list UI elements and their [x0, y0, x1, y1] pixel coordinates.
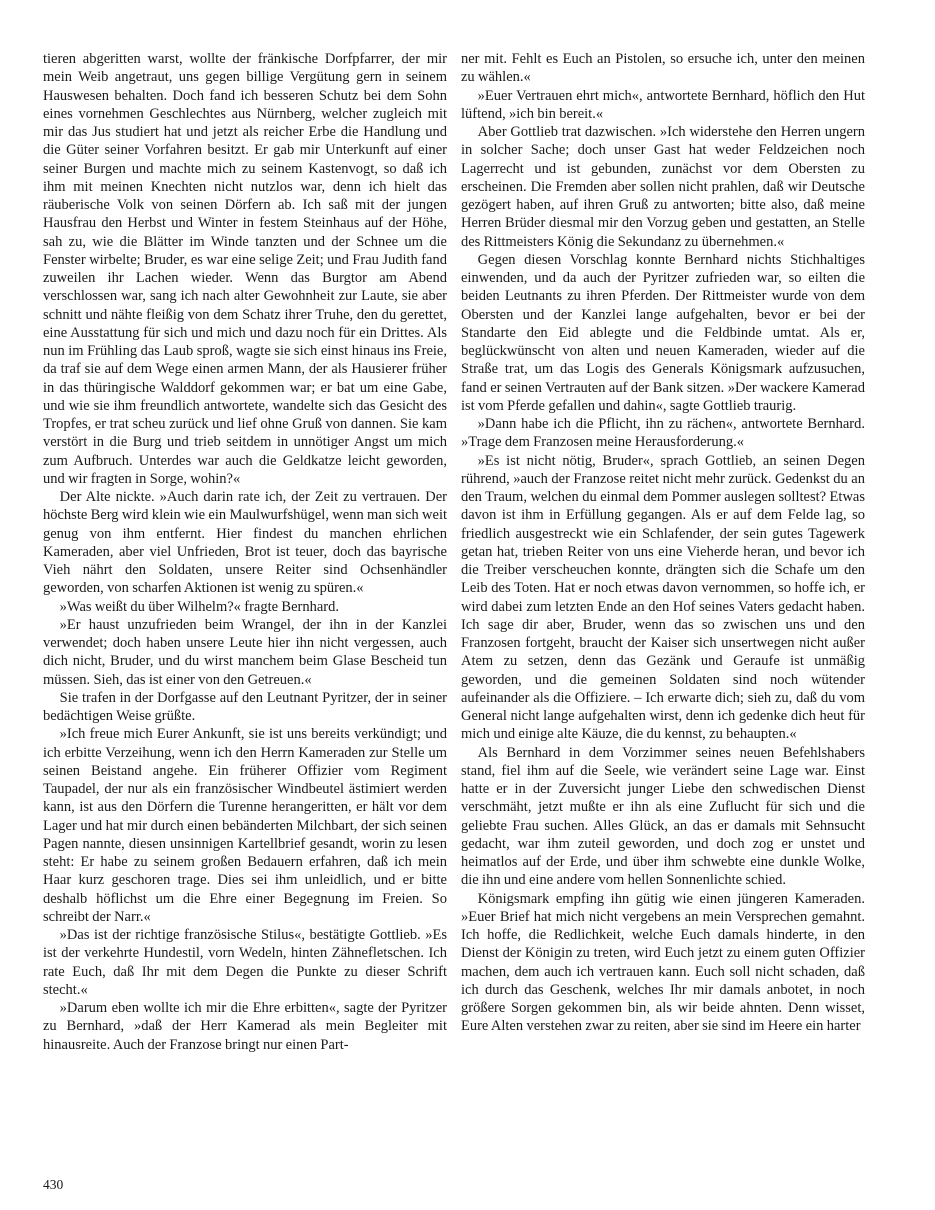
- paragraph: Der Alte nickte. »Auch darin rate ich, der Zeit zu vertrauen. Der höchste Berg wird klein wie ein Maulwurfshügel, wenn man sich weit genug von ihm entfernt. Hier findest du manchen ehrlichen Kameraden, aber viel Unfrieden, Brot ist teuer, doch das bayrische Vieh nährt den Soldaten, unsere Reiter sind Ochsenhändler geworden, von scharfen Aktionen ist wenig zu spüren.«: [43, 489, 447, 597]
- paragraph: »Es ist nicht nötig, Bruder«, sprach Gottlieb, an seinen Degen rührend, »auch der Franzose reitet nicht mehr zurück. Gedenkst du an den Traum, welchen du einmal dem Pommer auslegen solltest? Etwas davon ist ihm in Erfüllung gegangen. Als er auf dem Felde lag, so friedlich ausgestreckt wie ein Schlafender, der sein gutes Tagewerk getan hat, trieben Reiter von uns eine Vieherde heran, und bevor ich die Treiber verscheuchen konnte, drängten sich die Schafe um den Leib des Toten. Hat er noch etwas davon vernommen, so hoffe ich, er wird dabei zum letzten Ende an den Hof seines Vaters gedacht haben. Ich sage dir aber, Bruder, wenn das so zwischen uns und den Franzosen fortgeht, braucht der Kaiser sich unsertwegen nicht außer Atem zu setzen, denn das Gezänk und Geraufe ist unmäßig geworden, und die gemeinen Soldaten sind noch wütender aufeinander als die Offiziere. – Ich erwarte dich; sieh zu, daß du vom General nicht lange aufgehalten wirst, denn ich gedenke dich heut für mich und einige alte Käuze, die du kennst, zu behaupten.«: [461, 452, 865, 743]
- paragraph: »Darum eben wollte ich mir die Ehre erbitten«, sagte der Pyritzer zu Bernhard, »daß der Herr Kamerad als mein Begleiter mit hinausreite. Auch der Franzose bringt nur einen Part-: [43, 1000, 447, 1053]
- paragraph: Gegen diesen Vorschlag konnte Bernhard nichts Stichhaltiges einwenden, und da auch der Pyritzer zufrieden war, so eilten die beiden Leutnants zu ihren Pferden. Der Rittmeister wurde von dem Obersten und der Kanzlei lange aufgehalten, bevor er bei der Standarte den Eid ablegte und die Feldbinde umtat. Als er, beglückwünscht von alten und neuen Kameraden, wieder auf die Straße trat, um das Logis des Generals Königsmark aufzusuchen, fand er seinen Vertrauten auf der Bank sitzen. »Der wackere Kamerad ist vom Pferde gefallen und dahin«, sagte Gottlieb traurig.: [461, 251, 865, 414]
- text-column-right: [461, 50, 865, 1054]
- page-number: 430: [43, 1177, 64, 1192]
- paragraph: Als Bernhard in dem Vorzimmer seines neuen Befehlshabers stand, fiel ihm auf die Seele, wie verändert seine Lage war. Einst hatte er in der Zuversicht junger Liebe den schwedischen Dienst verschmäht, jetzt mußte er ihn als eine Zuflucht für sich und die geliebte Frau suchen. Alles Glück, an das er damals mit Sehnsucht gedacht, war ihm zuteil geworden, und doch zog er unstet und heimatlos auf der Erde, und über ihm schwebte eine dunkle Wolke, die ihn und eine andere vom hellen Sonnenlichte schied.: [461, 744, 865, 889]
- paragraph: »Das ist der richtige französische Stilus«, bestätigte Gottlieb. »Es ist der verkehrte Hundestil, vorn Wedeln, hinten Zähnefletschen. Ich rate Euch, daß Ihr mit dem Degen die Punkte zu dieser Schrift stecht.«: [43, 927, 447, 998]
- paragraph: »Was weißt du über Wilhelm?« fragte Bernhard.: [59, 598, 339, 615]
- paragraph: »Euer Vertrauen ehrt mich«, antwortete Bernhard, höflich den Hut lüftend, »ich bin bereit.«: [461, 87, 865, 122]
- text-columns: [43, 50, 865, 1054]
- paragraph: Sie trafen in der Dorfgasse auf den Leutnant Pyritzer, der in seiner bedächtigen Weise grüßte.: [43, 689, 447, 724]
- paragraph: »Er haust unzufrieden beim Wrangel, der ihn in der Kanzlei verwendet; doch haben unsere Leute hier ihn nicht vergessen, auch dich nicht, Bruder, und du wirst manchem beim Glase Bescheid tun müssen. Sieh, das ist einer von den Getreuen.«: [43, 616, 447, 688]
- paragraph: tieren abgeritten warst, wollte der fränkische Dorfpfarrer, der mir mein Weib angetraut, uns gegen billige Vergütung gern in seinem Hauswesen behalten. Doch fand ich besseren Schutz bei dem Sohn eines vornehmen Geschlechtes aus Nürnberg, welcher zugleich mit mir das Jus studiert hat und jetzt als reicher Erbe die Handlung und die Güter seiner Vorfahren besitzt. Er gab mir Unterkunft auf einer seiner Burgen und machte mich zu seinem Kastenvogt, so daß ich ihm mit meinen Knechten nicht nutzlos war, denn ich hielt das räuberische Volk von seinen Dörfern ab. Ich saß mit der jungen Hausfrau den Herbst und Winter in festem Steinhaus auf der Höhe, sah zu, wie die Blätter im Winde tanzten und der Schnee um die Fenster wirbelte; Bruder, es war eine selige Zeit; und Frau Judith fand zuweilen ihr Lachen wieder. Wenn das Burgtor am Abend verschlossen war, sang ich nach alter Gewohnheit zur Laute, sie aber schnitt und nähte fleißig von dem Schatz ihrer Truhe, den du gerettet, eine Ausstattung für sich und mich und dazu noch für ein Drittes. Als nun im Frühling das Laub sproß, wagte sie sich einst hinaus ins Freie, da traf sie auf dem Wege einen armen Mann, der als Hausierer früher in das thüringische Walddorf gekommen war; er bat um eine Gabe, und wie sie ihm freundlich antwortete, wandelte sich das Gesicht des Tropfes, er trat scheu zurück und lief ohne Gruß von dannen. Sie kam verstört in die Burg und trieb seitdem in unnötiger Angst um mich zum Aufbruch. Unterdes war auch die Geldkatze leicht geworden, und wir fragten in Sorge, wohin?«: [43, 51, 447, 487]
- paragraph: »Ich freue mich Eurer Ankunft, sie ist uns bereits verkündigt; und ich erbitte Verzeihung, wenn ich den Herrn Kameraden zur Stelle um seinen Beistand angehe. Ein früherer Offizier vom Regiment Taupadel, der nur als ein französischer Windbeutel ästimiert werden kann, ist aus den Dörfern die Turenne herangeritten, er hält vor dem Lager und hat mir durch einen bebänderten Milchbart, der sich seinen Pagen nannte, diesen unsinnigen Kartellbrief gesandt, worin zu lesen steht: Er habe zu seinem großen Bedauern erfahren, daß ich mein Haar kurz geschoren trage. Dies sei ihm unleidlich, und er bitte deshalb höflichst um die Ehre einer Begegnung im Freien. So schreibt der Narr.«: [43, 726, 447, 925]
- paragraph: Königsmark empfing ihn gütig wie einen jüngeren Kameraden. »Euer Brief hat mich nicht vergebens an mein Versprechen gemahnt. Ich hoffe, die Redlichkeit, welche Euch damals hinderte, in den Dienst der Königin zu treten, wird Euch jetzt zu einem guten Offizier machen, dem auch ich vertrauen kann. Euch soll nicht schaden, daß ich durch das Geschenk, welches Ihr mir damals anbotet, in noch größere Sorgen gekommen bin, als wir beide ahnten. Denn wisset, Eure Alten verstehen zwar zu reiten, aber sie sind im Heere ein harter: [461, 890, 865, 1035]
- text-column-left: [43, 50, 447, 1054]
- paragraph: Aber Gottlieb trat dazwischen. »Ich widerstehe den Herren ungern in solcher Sache; doch unser Gast hat weder Feldzeichen noch Lagerrecht und ist gebunden, zunächst vor dem Obersten zu erscheinen. Die Fremden aber sollen nicht prahlen, daß wir Deutsche gezögert haben, auf ihren Gruß zu antworten; bitte also, daß meine Herren Brüder diesmal mir den Vorzug geben und gestatten, an Stelle des Rittmeisters König die Sekundanz zu übernehmen.«: [461, 124, 865, 250]
- paragraph: »Dann habe ich die Pflicht, ihn zu rächen«, antwortete Bernhard. »Trage dem Franzosen meine Herausforderung.«: [461, 416, 865, 451]
- paragraph: ner mit. Fehlt es Euch an Pistolen, so ersuche ich, unter den meinen zu wählen.«: [461, 51, 865, 86]
